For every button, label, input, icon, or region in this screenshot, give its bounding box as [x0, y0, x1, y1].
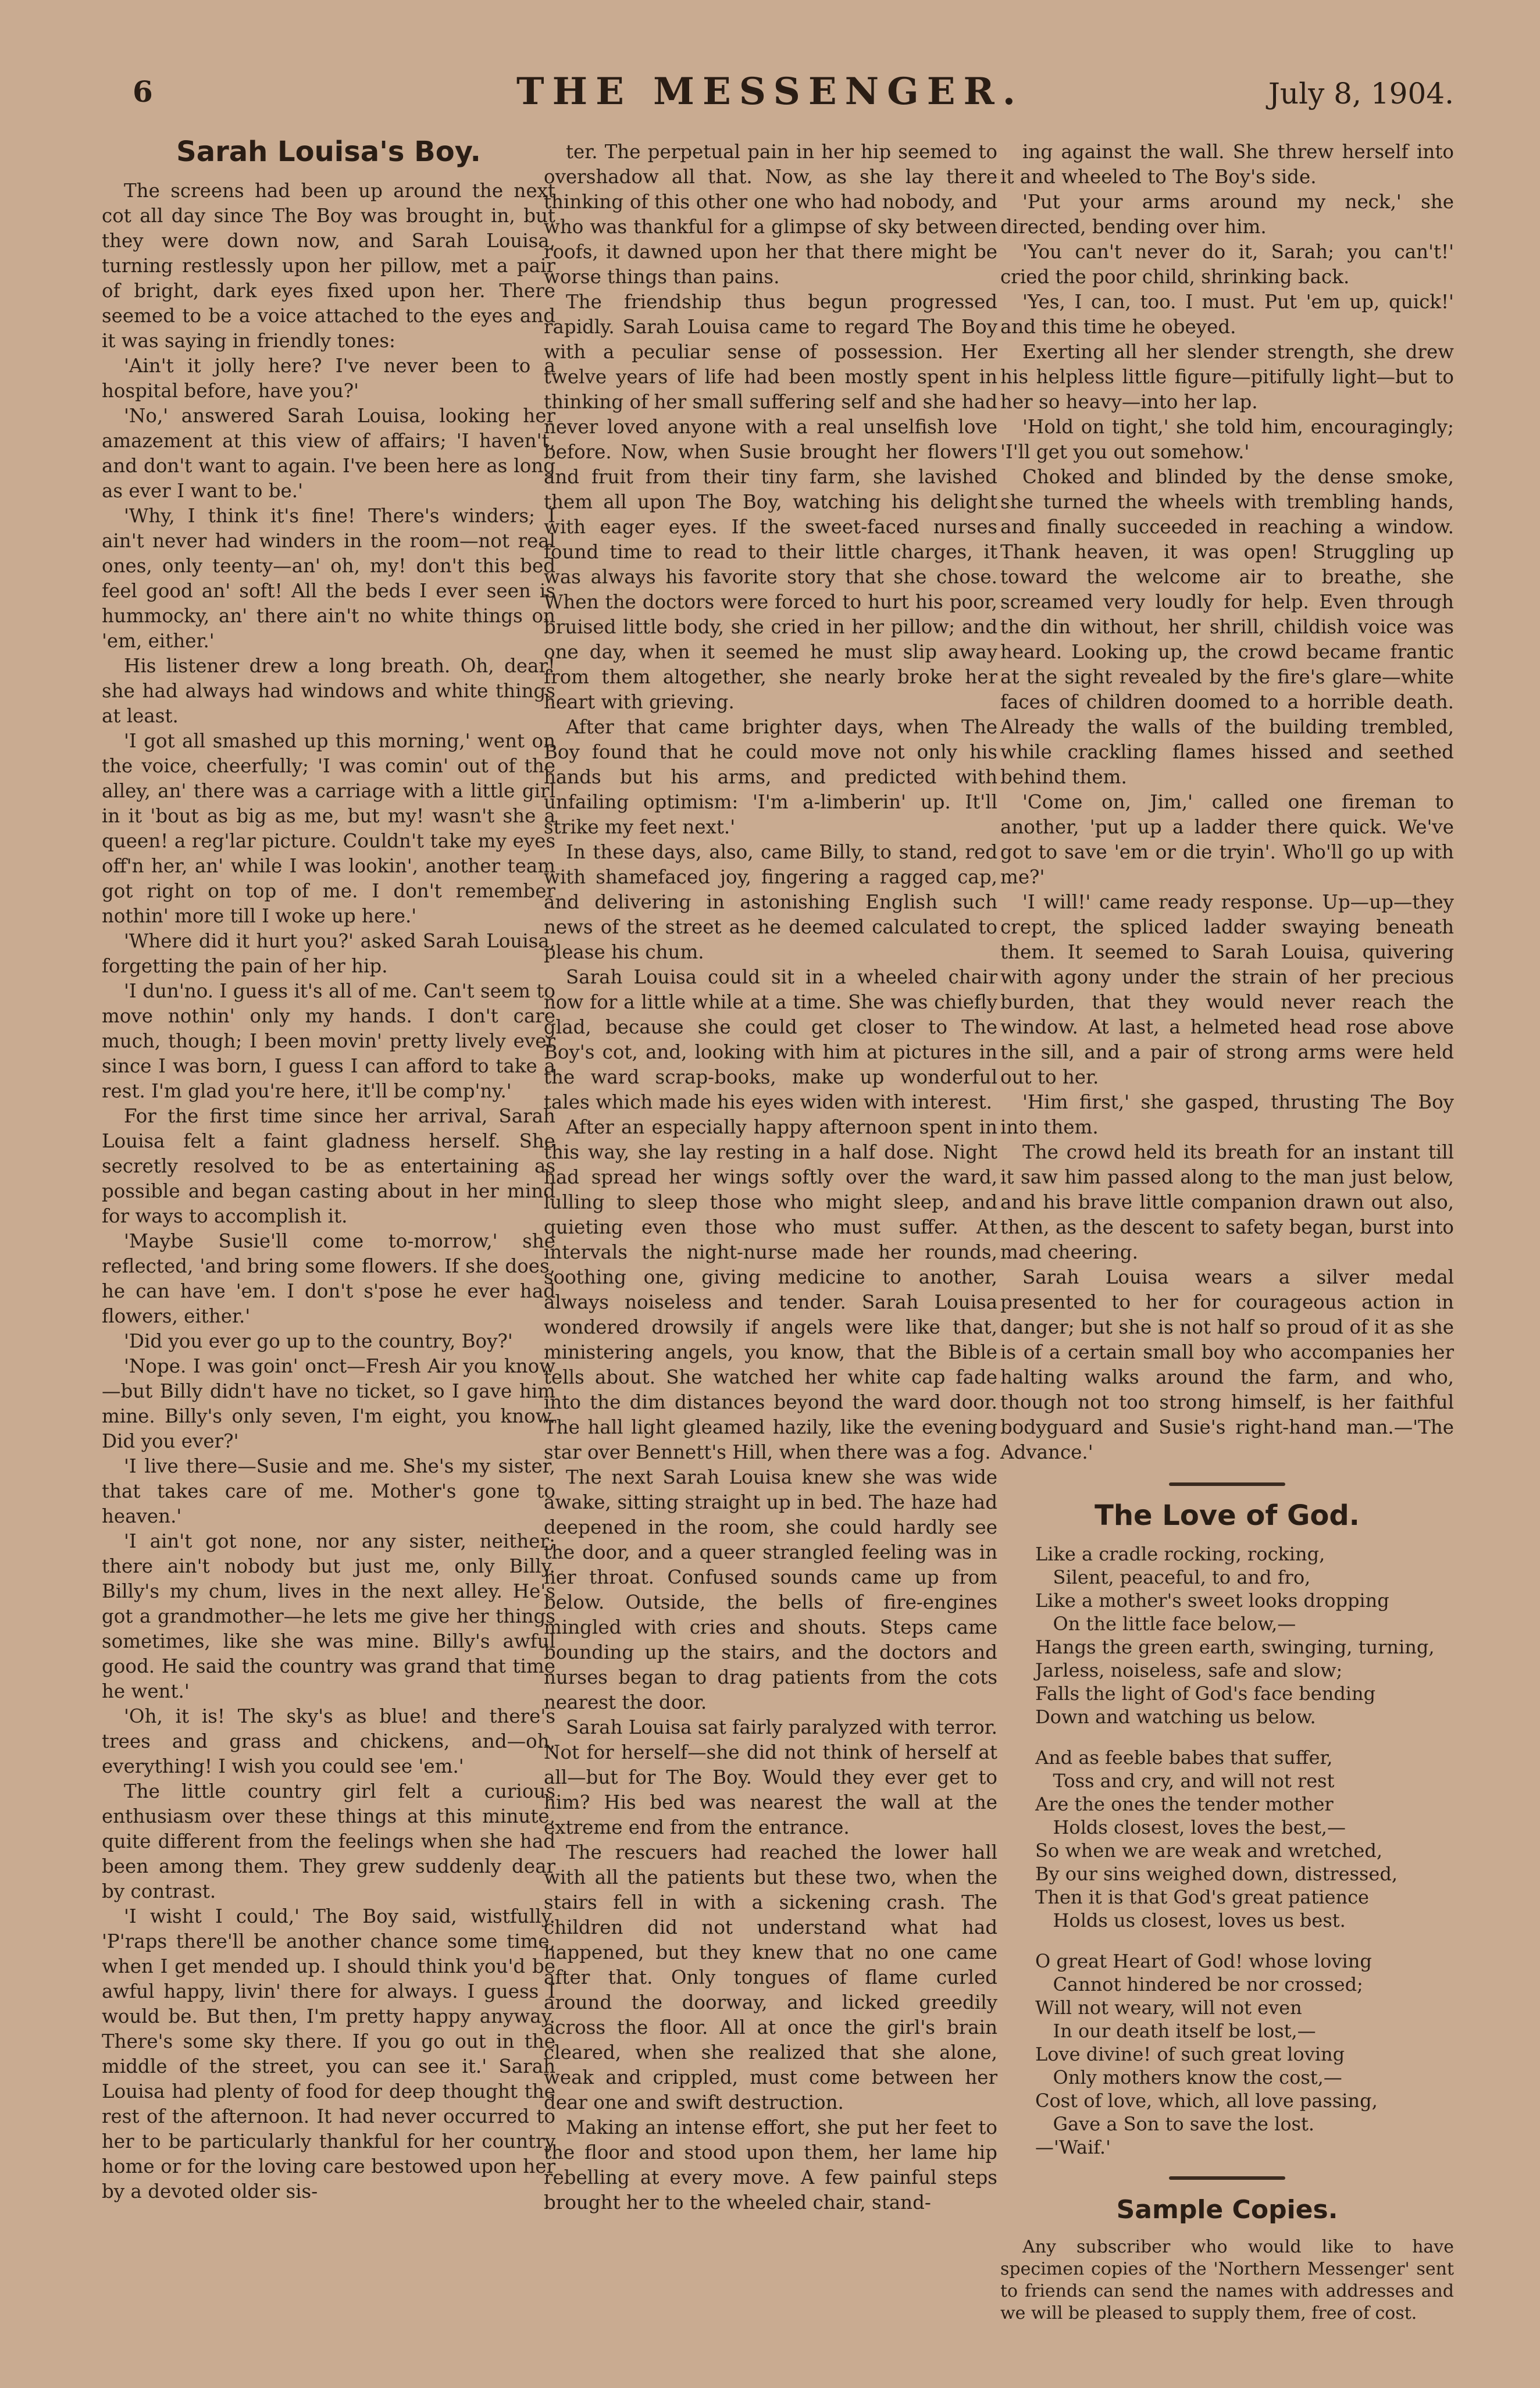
- poem-line: O great Heart of God! whose loving: [1035, 1950, 1372, 1972]
- paragraph: 'Come on, Jim,' called one fireman to another, 'put up a ladder there quick. We've got to save 'em or die tryin'. Who'll go up with me?': [1000, 791, 1454, 888]
- notice-title: Sample Copies.: [1116, 2195, 1338, 2225]
- poem-line: —'Waif.': [1035, 2136, 1111, 2158]
- poem-line: By our sins weighed down, distressed,: [1035, 1863, 1398, 1885]
- poem-line: Gave a Son to save the lost.: [1035, 2113, 1315, 2135]
- paragraph: 'Why, I think it's fine! There's winders; I ain't never had winders in the room—not real ones, only teenty—an' oh, my! don't this bed feel good an' soft! All the beds I ever seen is hummocky, an' there ain't no white things on 'em, either.': [102, 505, 555, 652]
- article-body-col3: [1000, 140, 1454, 1465]
- poem-line: Then it is that God's great patience: [1035, 1886, 1369, 1908]
- poem-line: And as feeble babes that suffer,: [1035, 1747, 1333, 1769]
- column-3: [1000, 140, 1454, 2325]
- poem-line: Toss and cry, and will not rest: [1035, 1770, 1335, 1792]
- notice-text: Any subscriber who would like to have specimen copies of the 'Northern Messenger' sent to friends can send the names with addresses and we will be pleased to supply them, free of cost.: [1000, 2237, 1454, 2323]
- poem-title: The Love of God.: [1095, 1499, 1360, 1532]
- paragraph: 'I live there—Susie and me. She's my sister, that takes care of me. Mother's gone to heaven.': [102, 1455, 555, 1527]
- section-divider: [1169, 1482, 1285, 1486]
- paragraph: 'Oh, it is! The sky's as blue! and there's trees and grass and chickens, and—oh, everything! I wish you could see 'em.': [102, 1705, 555, 1777]
- column-2: [544, 140, 997, 2215]
- paragraph: The screens had been up around the next cot all day since The Boy was brought in, but they were down now, and Sarah Louisa, turning restlessly upon her pillow, met a pair of bright, dark eyes fixed upon her. There seemed to be a voice attached to the eyes and it was saying in friendly tones:: [102, 180, 555, 352]
- column-1: [102, 136, 555, 2204]
- paragraph: After that came brighter days, when The Boy found that he could move not only his hands but his arms, and predicted with unfailing optimism: 'I'm a-limberin' up. It'll strike my feet next.': [544, 716, 997, 838]
- paragraph: ter. The perpetual pain in her hip seemed to overshadow all that. Now, as she lay there thinking of this other one who had nobody, and who was thankful for a glimpse of sky between roofs, it dawned upon her that there might be worse things than pains.: [544, 141, 997, 288]
- paragraph: 'Hold on tight,' she told him, encouragingly; 'I'll get you out somehow.': [1000, 416, 1454, 463]
- paragraph: Sarah Louisa could sit in a wheeled chair now for a little while at a time. She was chiefly glad, because she could get closer to The Boy's cot, and, looking with him at pictures in the ward scrap-books, make up wonderful tales which made his eyes widen with interest.: [544, 966, 997, 1113]
- paragraph: For the first time since her arrival, Sarah Louisa felt a faint gladness herself. She secretly resolved to be as entertaining as possible and began casting about in her mind for ways to accomplish it.: [102, 1105, 555, 1227]
- poem-line: Will not weary, will not even: [1035, 1997, 1302, 2019]
- newspaper-title: THE MESSENGER.: [516, 70, 1024, 113]
- poem-line: On the little face below,—: [1035, 1613, 1296, 1635]
- poem-line: Like a mother's sweet looks dropping: [1035, 1589, 1389, 1612]
- paragraph: In these days, also, came Billy, to stand, red with shamefaced joy, fingering a ragged cap, and delivering in astonishing English such news of the street as he deemed calculated to please his chum.: [544, 841, 997, 963]
- paragraph: 'You can't never do it, Sarah; you can't!' cried the poor child, shrinking back.: [1000, 241, 1454, 288]
- paragraph: The friendship thus begun progressed rapidly. Sarah Louisa came to regard The Boy with a peculiar sense of possession. Her twelve years of life had been mostly spent in thinking of her small suffering self and she had never loved anyone with a real unselfish love before. Now, when Susie brought her flowers and fruit from their tiny farm, she lavished them all upon The Boy, watching his delight with eager eyes. If the sweet-faced nurses found time to read to their little charges, it was always his favorite story that she chose. When the doctors were forced to hurt his poor, bruised little body, she cried in her pillow; and one day, when it seemed he must slip away from them altogether, she nearly broke her heart with grieving.: [544, 291, 997, 713]
- poem-line: Falls the light of God's face bending: [1035, 1683, 1376, 1705]
- paragraph: 'I will!' came ready response. Up—up—they crept, the spliced ladder swaying beneath them. It seemed to Sarah Louisa, quivering with agony under the strain of her precious burden, that they would never reach the window. At last, a helmeted head rose above the sill, and a pair of strong arms were held out to her.: [1000, 891, 1454, 1088]
- poem-body: [1035, 1542, 1454, 2159]
- paragraph: The rescuers had reached the lower hall with all the patients but these two, when the stairs fell in with a sickening crash. The children did not understand what had happened, but they knew that no one came after that. Only tongues of flame curled around the doorway, and licked greedily across the floor. All at once the girl's brain cleared, when she realized that she alone, weak and crippled, must come between her dear one and swift destruction.: [544, 1841, 997, 2113]
- poem-line: Holds us closest, loves us best.: [1035, 1909, 1346, 1931]
- paragraph: Exerting all her slender strength, she drew his helpless little figure—pitifully light—but to her so heavy—into her lap.: [1000, 341, 1454, 413]
- poem-line: Holds closest, loves the best,—: [1035, 1816, 1346, 1838]
- paragraph: 'Yes, I can, too. I must. Put 'em up, quick!' and this time he obeyed.: [1000, 291, 1454, 338]
- paragraph: 'I wisht I could,' The Boy said, wistfully. 'P'raps there'll be another chance some time, when I get mended up. I should think you'd be awful happy, livin' there for always. I guess I would be. But then, I'm pretty happy anyway. There's some sky there. If you go out in the middle of the street, you can see it.' Sarah Louisa had plenty of food for deep thought the rest of the afternoon. It had never occurred to her to be particularly thankful for her country home or for the loving care bestowed upon her by a devoted older sis-: [102, 1905, 555, 2202]
- poem-line: Only mothers know the cost,—: [1035, 2066, 1342, 2088]
- paragraph: Sarah Louisa sat fairly paralyzed with terror. Not for herself—she did not think of herself at all—but for The Boy. Would they ever get to him? His bed was nearest the wall at the extreme end from the entrance.: [544, 1716, 997, 1838]
- paragraph: 'I ain't got none, nor any sister, neither; there ain't nobody but just me, only Billy. Billy's my chum, lives in the next alley. He's got a grandmother—he lets me give her things sometimes, like she was mine. Billy's awful good. He said the country was grand that time he went.': [102, 1530, 555, 1702]
- poem-line: In our death itself be lost,—: [1035, 2020, 1316, 2042]
- article-body-col1: [102, 179, 555, 2204]
- poem-line: Cost of love, which, all love passing,: [1035, 2090, 1378, 2112]
- paragraph: 'Him first,' she gasped, thrusting The Boy into them.: [1000, 1091, 1454, 1138]
- stanza-gap: [1035, 1932, 1454, 1949]
- poem-line: Cannot hindered be nor crossed;: [1035, 1973, 1363, 1995]
- poem-line: Like a cradle rocking, rocking,: [1035, 1543, 1325, 1565]
- poem-line: Love divine! of such great loving: [1035, 2043, 1345, 2065]
- poem-line: Hangs the green earth, swinging, turning,: [1035, 1636, 1435, 1658]
- paragraph: Making an intense effort, she put her feet to the floor and stood upon them, her lame hip rebelling at every move. A few painful steps brought her to the wheeled chair, stand-: [544, 2116, 997, 2214]
- poem-line: Jarless, noiseless, safe and slow;: [1035, 1659, 1343, 1681]
- paragraph: After an especially happy afternoon spent in this way, she lay resting in a half dose. Night had spread her wings softly over the ward, lulling to sleep those who might sleep, and quieting even those who must suffer. At intervals the night-nurse made her rounds, soothing one, giving medicine to another, always noiseless and tender. Sarah Louisa wondered drowsily if angels were like that, ministering angels, you know, that the Bible tells about. She watched her white cap fade into the dim distances beyond the ward door. The hall light gleamed hazily, like the evening star over Bennett's Hill, when there was a fog.: [544, 1116, 997, 1463]
- stanza-gap: [1035, 1728, 1454, 1746]
- paragraph: 'Maybe Susie'll come to-morrow,' she reflected, 'and bring some flowers. If she does, he can have 'em. I don't s'pose he ever had flowers, either.': [102, 1230, 555, 1327]
- paragraph: 'I dun'no. I guess it's all of me. Can't seem to move nothin' only my hands. I don't care much, though; I been movin' pretty lively ever since I was born, I guess I can afford to take a rest. I'm glad you're here, it'll be comp'ny.': [102, 980, 555, 1102]
- poem-line: Down and watching us below.: [1035, 1706, 1316, 1728]
- section-divider: [1169, 2176, 1285, 2180]
- paragraph: The crowd held its breath for an instant till it saw him passed along to the man just below, and his brave little companion drawn out also, then, as the descent to safety began, burst into mad cheering.: [1000, 1141, 1454, 1263]
- paragraph: The next Sarah Louisa knew she was wide awake, sitting straight up in bed. The haze had deepened in the room, she could hardly see the door, and a queer strangled feeling was in her throat. Confused sounds came up from below. Outside, the bells of fire-engines mingled with cries and shouts. Steps came bounding up the stairs, and the doctors and nurses began to drag patients from the cots nearest the door.: [544, 1466, 997, 1713]
- paragraph: Choked and blinded by the dense smoke, she turned the wheels with trembling hands, and finally succeeded in reaching a window. Thank heaven, it was open! Struggling up toward the welcome air to breathe, she screamed very loudly for help. Even through the din without, her shrill, childish voice was heard. Looking up, the crowd became frantic at the sight revealed by the fire's glare—white faces of children doomed to a horrible death. Already the walls of the building trembled, while crackling flames hissed and seethed behind them.: [1000, 466, 1454, 788]
- paragraph: ing against the wall. She threw herself into it and wheeled to The Boy's side.: [1000, 141, 1454, 188]
- paragraph: 'No,' answered Sarah Louisa, looking her amazement at this view of affairs; 'I haven't, and don't want to again. I've been here as long as ever I want to be.': [102, 405, 555, 502]
- poem-line: Silent, peaceful, to and fro,: [1035, 1566, 1311, 1588]
- paragraph: 'Nope. I was goin' onct—Fresh Air you know—but Billy didn't have no ticket, so I gave him mine. Billy's only seven, I'm eight, you know. Did you ever?': [102, 1355, 555, 1452]
- poem-line: So when we are weak and wretched,: [1035, 1840, 1382, 1862]
- page-number: 6: [133, 74, 153, 109]
- issue-date: July 8, 1904.: [1268, 77, 1454, 111]
- paragraph: 'Where did it hurt you?' asked Sarah Louisa, forgetting the pain of her hip.: [102, 930, 555, 977]
- paragraph: The little country girl felt a curious enthusiasm over these things at this minute, quite different from the feelings when she had been among them. They grew suddenly dear by contrast.: [102, 1780, 555, 1902]
- article-title: Sarah Louisa's Boy.: [176, 136, 481, 168]
- poem-line: Are the ones the tender mother: [1035, 1793, 1334, 1815]
- paragraph: 'Put your arms around my neck,' she directed, bending over him.: [1000, 191, 1454, 238]
- paragraph: Sarah Louisa wears a silver medal presented to her for courageous action in danger; but she is not half so proud of it as she is of a certain small boy who accompanies her halting walks around the farm, and who, though not too strong himself, is her faithful bodyguard and Susie's right-hand man.—'The Advance.': [1000, 1266, 1454, 1463]
- paragraph: 'Ain't it jolly here? I've never been to a hospital before, have you?': [102, 355, 555, 402]
- paragraph: 'I got all smashed up this morning,' went on the voice, cheerfully; 'I was comin' out of the alley, an' there was a carriage with a little girl in it 'bout as big as me, but my! wasn't she a queen! a reg'lar picture. Couldn't take my eyes off'n her, an' while I was lookin', another team got right on top of me. I don't remember nothin' more till I woke up here.': [102, 730, 555, 927]
- paragraph: His listener drew a long breath. Oh, dear! she had always had windows and white things at least.: [102, 655, 555, 727]
- article-body-col2: [544, 140, 997, 2215]
- masthead: [0, 70, 1540, 134]
- paragraph: 'Did you ever go up to the country, Boy?': [124, 1330, 513, 1352]
